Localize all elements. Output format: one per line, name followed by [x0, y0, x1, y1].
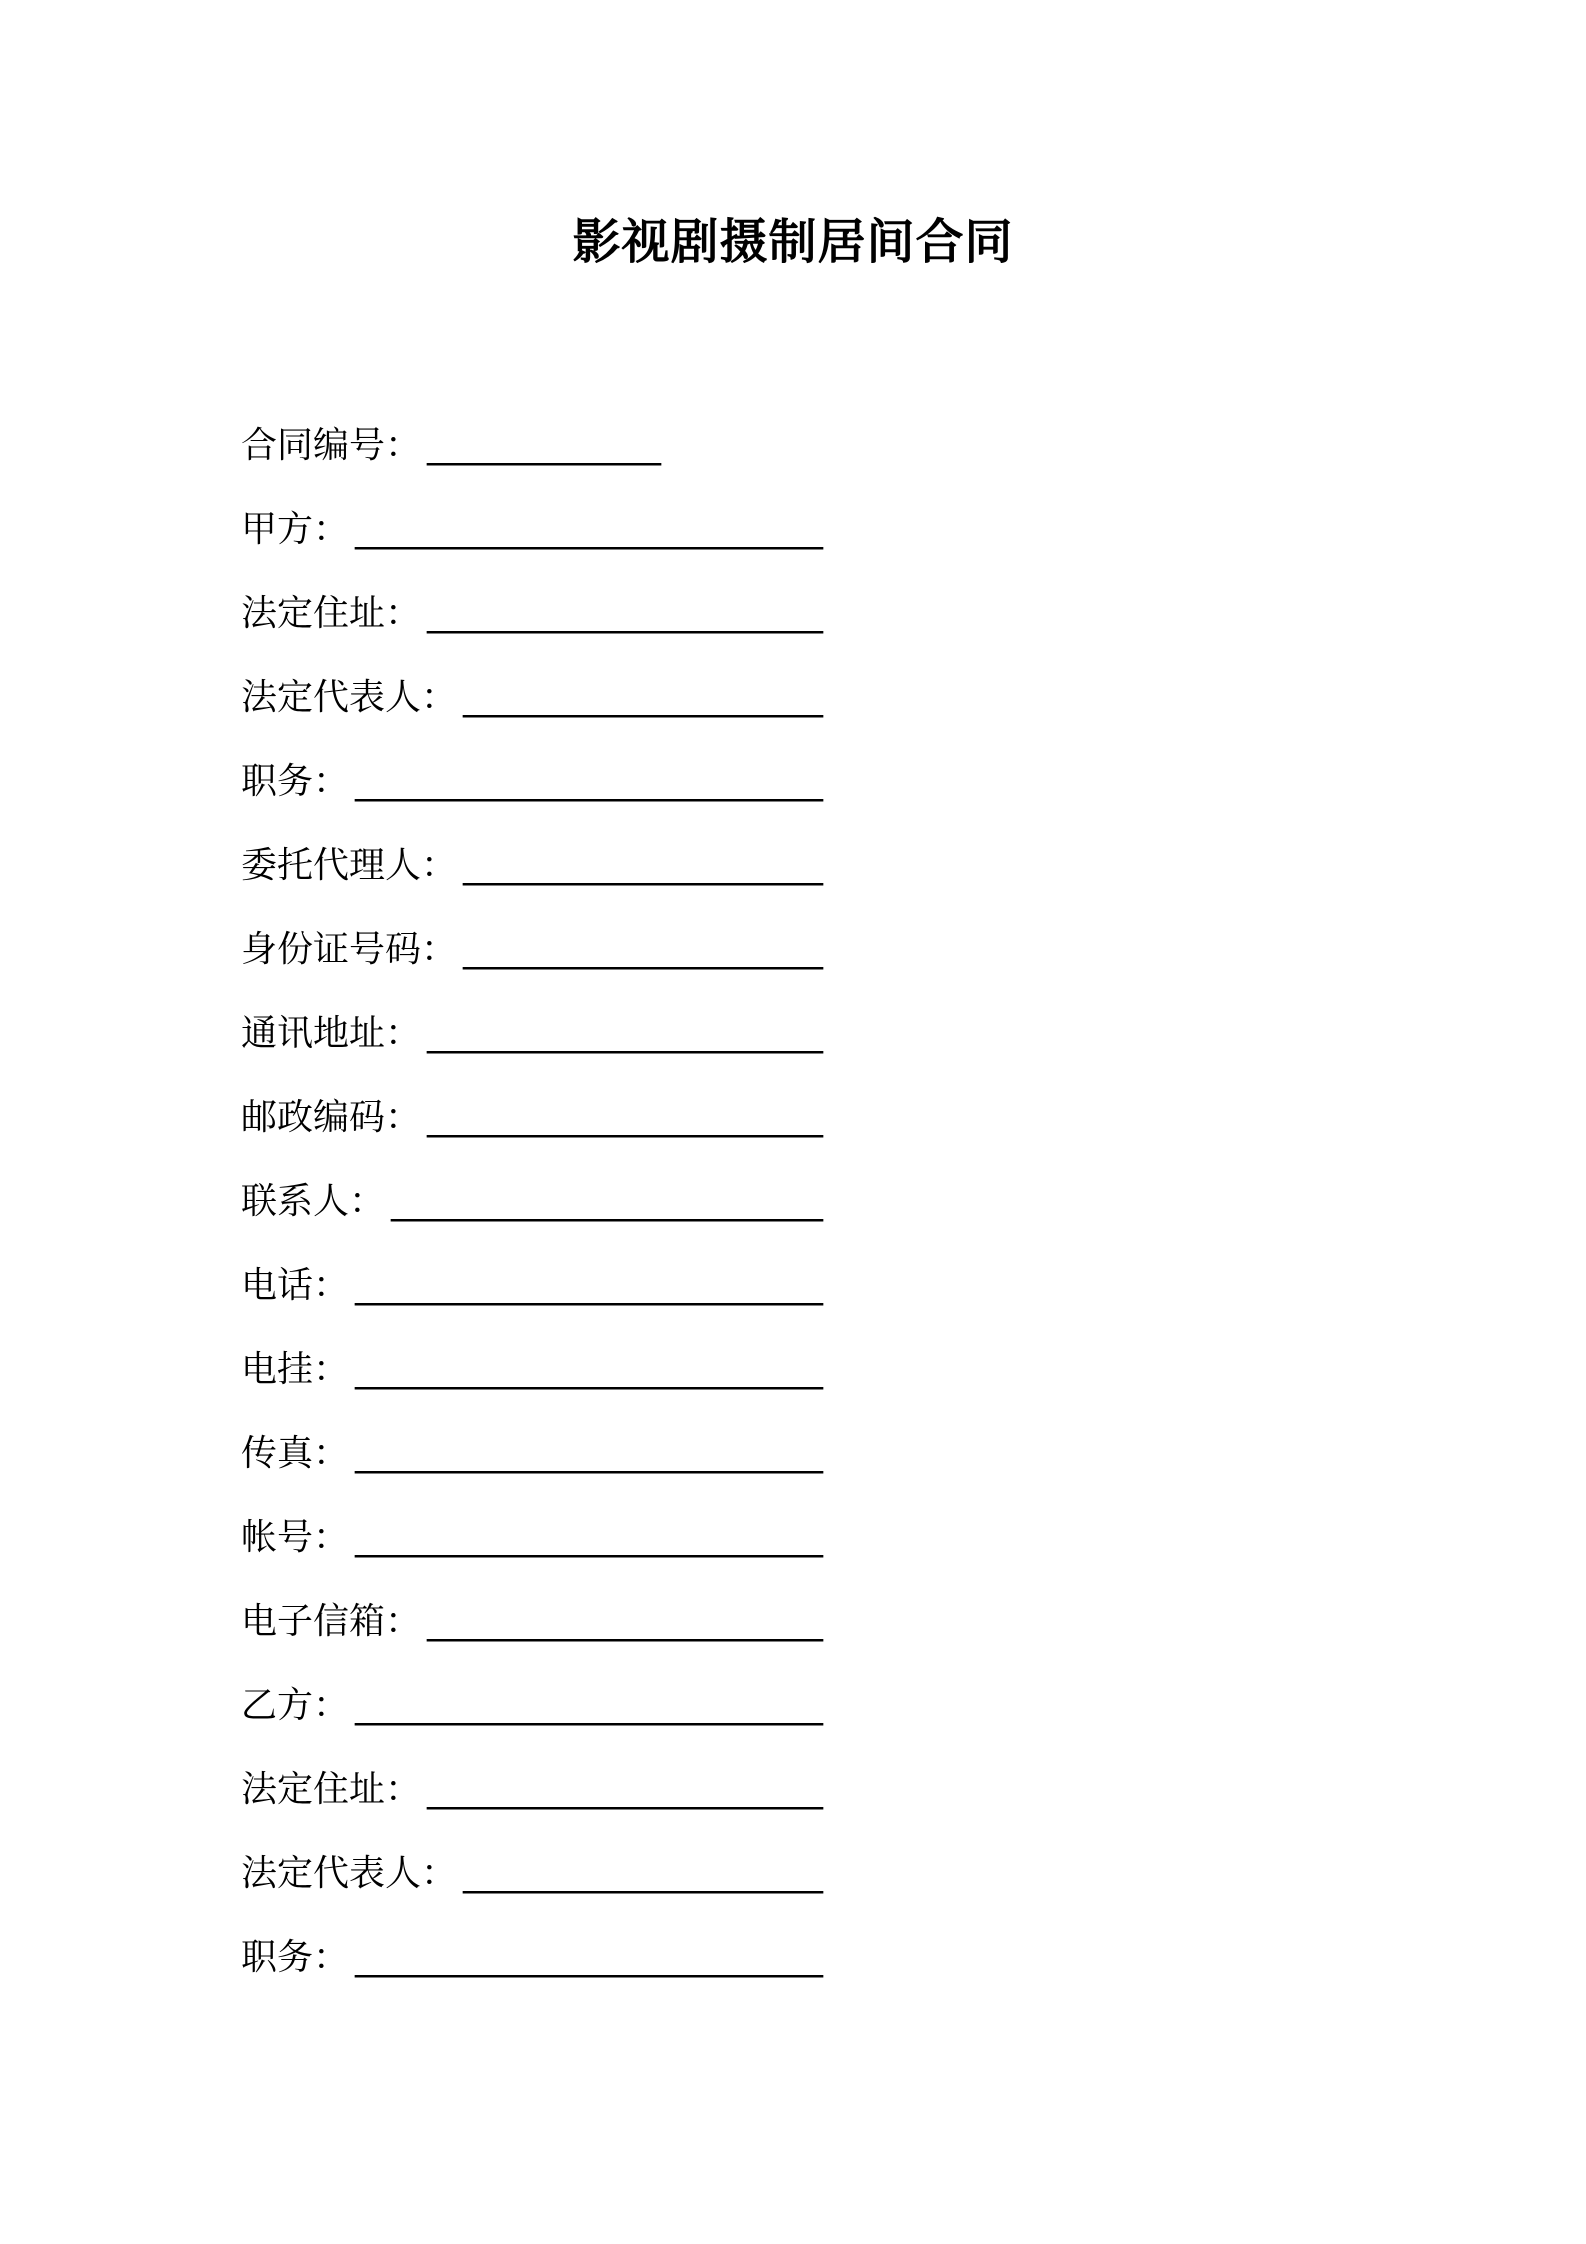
blank-line: __________________________	[355, 1937, 824, 1978]
blank-line: __________________________	[355, 1685, 824, 1726]
party-info-fields	[241, 404, 1341, 2000]
blank-line: _____________	[427, 425, 662, 466]
field-party-a-agent	[241, 824, 1341, 908]
field-label: 邮政编码：	[241, 1097, 422, 1138]
field-party-a-phone	[241, 1244, 1341, 1328]
blank-line: ______________________	[427, 1097, 824, 1138]
field-party-a-account	[241, 1496, 1341, 1580]
field-party-a-telegraph	[241, 1328, 1341, 1412]
field-party-a-email	[241, 1580, 1341, 1664]
field-label: 委托代理人：	[241, 845, 458, 886]
blank-line: ____________________	[463, 1853, 824, 1894]
blank-line: __________________________	[355, 1265, 824, 1306]
blank-line: __________________________	[355, 509, 824, 550]
blank-line: __________________________	[355, 1517, 824, 1558]
blank-line: ______________________	[427, 1013, 824, 1054]
field-label: 法定住址：	[241, 1769, 422, 1810]
blank-line: __________________________	[355, 1349, 824, 1390]
field-party-a-address	[241, 572, 1341, 656]
blank-line: ______________________	[427, 593, 824, 634]
field-label: 法定住址：	[241, 593, 422, 634]
blank-line: ______________________	[427, 1601, 824, 1642]
field-party-a-mail-address	[241, 992, 1341, 1076]
field-label: 甲方：	[241, 509, 350, 550]
blank-line: ________________________	[391, 1181, 824, 1222]
field-party-a-fax	[241, 1412, 1341, 1496]
field-label: 职务：	[241, 761, 350, 802]
field-party-a-postal-code	[241, 1076, 1341, 1160]
blank-line: __________________________	[355, 1433, 824, 1474]
blank-line: ____________________	[463, 677, 824, 718]
field-label: 身份证号码：	[241, 929, 458, 970]
field-label: 电子信箱：	[241, 1601, 422, 1642]
field-label: 传真：	[241, 1433, 350, 1474]
field-contract-number	[241, 404, 1341, 488]
field-label: 乙方：	[241, 1685, 350, 1726]
field-party-b	[241, 1664, 1341, 1748]
document-title: 影视剧摄制居间合同	[572, 214, 1014, 270]
field-label: 电挂：	[241, 1349, 350, 1390]
field-label: 合同编号：	[241, 425, 422, 466]
blank-line: __________________________	[355, 761, 824, 802]
field-label: 职务：	[241, 1937, 350, 1978]
field-label: 电话：	[241, 1265, 350, 1306]
field-label: 通讯地址：	[241, 1013, 422, 1054]
field-label: 联系人：	[241, 1181, 386, 1222]
blank-line: ______________________	[427, 1769, 824, 1810]
blank-line: ____________________	[463, 929, 824, 970]
field-label: 帐号：	[241, 1517, 350, 1558]
field-party-b-address	[241, 1748, 1341, 1832]
field-party-a-position	[241, 740, 1341, 824]
field-party-a-contact	[241, 1160, 1341, 1244]
field-party-b-legal-rep	[241, 1832, 1341, 1916]
blank-line: ____________________	[463, 845, 824, 886]
field-party-a-id-number	[241, 908, 1341, 992]
field-label: 法定代表人：	[241, 1853, 458, 1894]
field-party-a	[241, 488, 1341, 572]
field-party-b-position	[241, 1916, 1341, 2000]
field-party-a-legal-rep	[241, 656, 1341, 740]
field-label: 法定代表人：	[241, 677, 458, 718]
